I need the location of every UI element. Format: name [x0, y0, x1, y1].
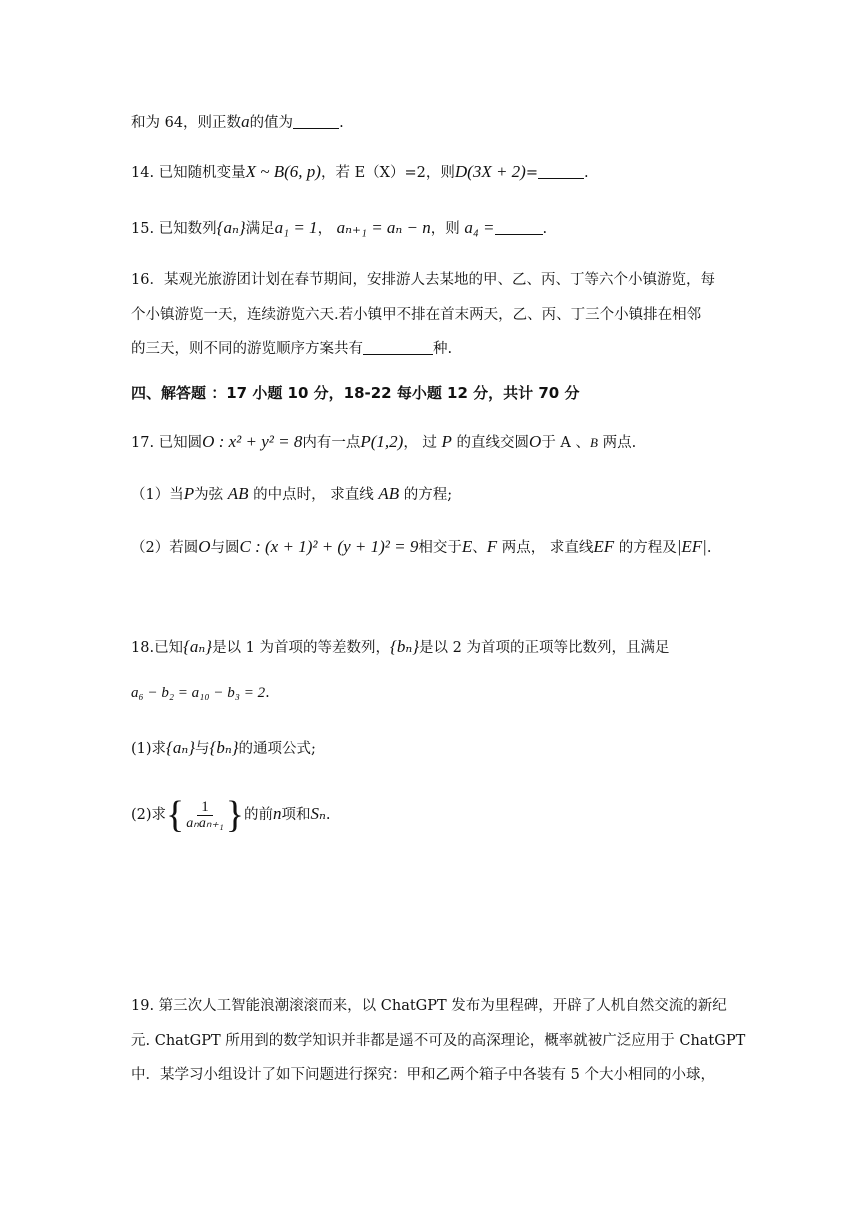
- section-heading: 四、解答题 ：17 小题 10 分，18-22 每小题 12 分，共计 70 分: [131, 384, 580, 402]
- q13-end: .: [339, 115, 344, 131]
- q17-part1-c: 的中点时， 求直线: [253, 487, 374, 503]
- q17-part1-ab2: AB: [378, 484, 400, 503]
- q17-e: E: [461, 537, 473, 556]
- q17-part1: [131, 484, 452, 505]
- q15-line: [131, 218, 547, 239]
- q18-part1-an: {aₙ}: [166, 738, 196, 757]
- q17-part1-p: P: [183, 484, 195, 503]
- q18-part2-a: (2)求: [131, 807, 167, 823]
- q17-intro-line: [131, 432, 636, 453]
- q18-part1: [131, 738, 316, 759]
- q15-sequence: {aₙ}: [216, 218, 246, 237]
- q18-right-brace: }: [225, 794, 244, 836]
- q13-after: 的值为: [249, 115, 294, 131]
- q18-bn: {bₙ}: [390, 637, 420, 656]
- q18-fraction-numerator: 1: [197, 799, 213, 816]
- q16-line1: 16．某观光旅游团计划在春节期间，安排游人去某地的甲、乙、丙、丁等六个小镇游览，每: [131, 272, 715, 288]
- q19-line1: 19. 第三次人工智能浪潮滚滚而来，以 ChatGPT 发布为里程碑，开辟了人机自然交流的新纪: [131, 998, 727, 1014]
- q14-eq: =: [525, 165, 538, 181]
- q15-sep: ，: [317, 221, 333, 237]
- q17-intro4: 的直线交圆: [456, 435, 530, 451]
- q17-number: 17.: [131, 435, 155, 451]
- q17-f: F: [486, 537, 498, 556]
- q18-part2-s: Sₙ: [310, 804, 326, 823]
- q17-part2-g: .: [706, 540, 712, 556]
- q17-circle-c: C : (x + 1)² + (y + 1)² = 9: [239, 537, 419, 556]
- q17-b: B: [590, 435, 598, 450]
- q18-condition-line: [131, 683, 270, 703]
- q15-cond2: aₙ₊₁ = aₙ − n: [336, 218, 431, 237]
- q16-line3-end: 种.: [433, 341, 453, 357]
- q14-number: 14.: [131, 165, 155, 181]
- q17-part1-a: （1）当: [131, 487, 184, 503]
- q17-part2-a: （2）若圆: [131, 540, 199, 556]
- q16-line2: 个小镇游览一天，连续游览六天.若小镇甲不排在首末两天，乙、丙、丁三个小镇排在相邻: [131, 307, 702, 323]
- q15-cond1: a₁ = 1: [274, 218, 318, 237]
- q18-number: 18.: [131, 640, 155, 656]
- q17-p: P: [441, 432, 452, 451]
- q17-abs-ef: |EF|: [676, 537, 707, 556]
- q17-part1-d: 的方程;: [403, 487, 453, 503]
- q17-part2-e: 两点， 求直线: [501, 540, 594, 556]
- q17-circle-o: O : x² + y² = 8: [202, 432, 303, 451]
- q15-text3: ，则: [430, 221, 460, 237]
- q16-line3: [131, 339, 452, 359]
- q15-number: 15.: [131, 221, 155, 237]
- q18-part2-c: 项和: [281, 807, 311, 823]
- q14-end: .: [584, 165, 589, 181]
- q17-o: O: [529, 432, 542, 451]
- q17-part2-f: 的方程及: [618, 540, 677, 556]
- q19-line3: 中．某学习小组设计了如下问题进行探究：甲和乙两个箱子中各装有 5 个大小相同的小球，: [131, 1067, 715, 1083]
- q13-text: 和为 64，则正数: [131, 115, 242, 131]
- q18-part2-b: 的前: [243, 807, 273, 823]
- q18-part2-end: .: [325, 807, 331, 823]
- q17-ef: EF: [593, 537, 615, 556]
- q17-intro2: 内有一点: [302, 435, 361, 451]
- q14-text2: ，若 E（X）=2，则: [320, 165, 455, 181]
- q18-t1: 已知: [154, 640, 184, 656]
- q15-target: a₄ =: [464, 218, 495, 237]
- q17-part2-b: 与圆: [210, 540, 240, 556]
- q13-answer-blank: [293, 114, 339, 129]
- q15-end: .: [542, 221, 548, 237]
- q17-part2-d: 、: [472, 540, 487, 556]
- q17-point-p: P(1,2): [360, 432, 404, 451]
- q18-intro-line: [131, 637, 669, 658]
- q17-part2: [131, 537, 711, 558]
- q18-t3: 是以 2 为首项的正项等比数列，且满足: [419, 640, 670, 656]
- q13-var-a: a: [241, 112, 250, 131]
- q18-t2: 是以 1 为首项的等差数列，: [212, 640, 391, 656]
- q14-expression: D(3X + 2): [454, 162, 526, 181]
- q18-condition: a₆ − b₂ = a₁₀ − b₃ = 2: [131, 685, 266, 701]
- q18-part2: [131, 792, 330, 836]
- q17-part1-ab: AB: [227, 484, 249, 503]
- q18-an: {aₙ}: [183, 637, 213, 656]
- q16-line3-text: 的三天，则不同的游览顺序方案共有: [131, 341, 363, 357]
- q17-part1-b: 为弦: [194, 487, 224, 503]
- q14-text1: 已知随机变量: [158, 165, 246, 181]
- q19-line2: 元. ChatGPT 所用到的数学知识并非都是遥不可及的高深理论，概率就被广泛应用于 ChatGPT: [131, 1033, 746, 1049]
- q15-answer-blank: [495, 220, 543, 235]
- q17-intro6: 两点.: [602, 435, 637, 451]
- q14-answer-blank: [538, 164, 584, 179]
- q16-answer-blank: [363, 340, 433, 355]
- q18-condition-end: .: [265, 685, 270, 701]
- q17-intro5: 于 A 、: [541, 435, 591, 451]
- q17-part2-o: O: [198, 537, 211, 556]
- q15-text2: 满足: [245, 221, 275, 237]
- q18-left-brace: {: [166, 794, 185, 836]
- q18-fraction: [186, 799, 223, 832]
- q18-part2-n: n: [272, 804, 282, 823]
- q18-part1-c: 的通项公式;: [238, 741, 316, 757]
- q18-part1-a: (1)求: [131, 741, 167, 757]
- q17-part2-c: 相交于: [418, 540, 462, 556]
- q18-part1-bn: {bₙ}: [209, 738, 239, 757]
- q18-part1-b: 与: [195, 741, 210, 757]
- q17-intro3: ， 过: [403, 435, 437, 451]
- q18-fraction-denominator: aₙaₙ₊₁: [186, 815, 224, 831]
- q15-text1: 已知数列: [158, 221, 217, 237]
- q14-distribution: X ~ B(6, p): [245, 162, 321, 181]
- q17-intro1: 已知圆: [158, 435, 203, 451]
- q13-tail-line: [131, 112, 344, 133]
- q14-line: [131, 162, 589, 183]
